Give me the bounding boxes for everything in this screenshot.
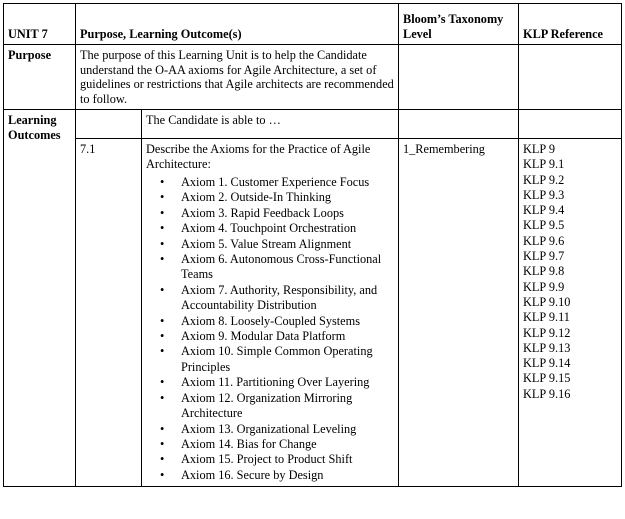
klp-reference-item: KLP 9 [523, 142, 555, 156]
header-klp-reference: KLP Reference [519, 4, 622, 45]
axiom-item: • Axiom 3. Rapid Feedback Loops [146, 206, 394, 221]
axiom-item: • Axiom 15. Project to Product Shift [146, 452, 394, 467]
klp-reference-item: KLP 9.8 [523, 264, 565, 279]
purpose-label: Purpose [4, 45, 76, 110]
axiom-item: • Axiom 5. Value Stream Alignment [146, 237, 394, 252]
header-unit: UNIT 7 [4, 4, 76, 45]
klp-reference-list [519, 139, 622, 487]
klp-reference-item: KLP 9.16 [523, 386, 571, 401]
axiom-item: • Axiom 8. Loosely-Coupled Systems [146, 314, 394, 329]
outcome-blooms-level: 1_Remembering [399, 139, 519, 487]
axiom-item: • Axiom 4. Touchpoint Orchestration [146, 221, 394, 236]
klp-reference-item: KLP 9.13 [523, 340, 571, 355]
outcome-description: Describe the Axioms for the Practice of Agile Architecture: [146, 142, 371, 171]
outcome-row [4, 139, 622, 487]
klp-reference-item: KLP 9.14 [523, 356, 571, 371]
intro-number-empty [76, 110, 142, 139]
purpose-row [4, 45, 622, 110]
intro-klp-empty [519, 110, 622, 139]
axiom-item: • Axiom 13. Organizational Leveling [146, 422, 394, 437]
axiom-item: • Axiom 1. Customer Experience Focus [146, 175, 394, 190]
klp-reference-item: KLP 9.3 [523, 187, 565, 202]
axiom-item: • Axiom 9. Modular Data Platform [146, 329, 394, 344]
axiom-item: • Axiom 2. Outside-In Thinking [146, 190, 394, 205]
learning-outcomes-intro-row [4, 110, 622, 139]
klp-reference-item: KLP 9.4 [523, 203, 565, 218]
klp-reference-item: KLP 9.9 [523, 279, 565, 294]
intro-blooms-empty [399, 110, 519, 139]
axiom-item: • Axiom 12. Organization Mirroring Architecture [146, 391, 394, 422]
outcome-number: 7.1 [76, 139, 142, 487]
klp-reference-item: KLP 9.6 [523, 233, 565, 248]
klp-reference-item: KLP 9.7 [523, 249, 565, 264]
learning-unit-table [3, 3, 622, 487]
klp-reference-item: KLP 9.2 [523, 172, 565, 187]
header-purpose-outcomes: Purpose, Learning Outcome(s) [76, 4, 399, 45]
learning-outcomes-intro: The Candidate is able to … [142, 110, 399, 139]
outcome-description-cell [142, 139, 399, 487]
purpose-blooms-empty [399, 45, 519, 110]
axiom-item: • Axiom 11. Partitioning Over Layering [146, 375, 394, 390]
klp-reference-item: KLP 9.11 [523, 310, 570, 325]
axiom-item: • Axiom 6. Autonomous Cross-Functional Teams [146, 252, 394, 283]
klp-reference-item: KLP 9.1 [523, 157, 565, 172]
purpose-text: The purpose of this Learning Unit is to help the Candidate understand the O-AA axioms for Agile Architecture, a set of guidelines or restrictions that Agile architects are recommended to follow. [76, 45, 399, 110]
header-blooms-level: Bloom’s Taxonomy Level [399, 4, 519, 45]
header-row [4, 4, 622, 45]
axiom-item: • Axiom 16. Secure by Design [146, 468, 394, 483]
axiom-item: • Axiom 14. Bias for Change [146, 437, 394, 452]
klp-reference-item: KLP 9.5 [523, 218, 565, 233]
klp-reference-item: KLP 9.10 [523, 294, 571, 309]
axiom-list [146, 175, 394, 483]
klp-reference-item: KLP 9.12 [523, 325, 571, 340]
klp-reference-item: KLP 9.15 [523, 371, 571, 386]
purpose-klp-empty [519, 45, 622, 110]
axiom-item: • Axiom 10. Simple Common Operating Principles [146, 344, 394, 375]
learning-outcomes-label: Learning Outcomes [4, 110, 76, 487]
axiom-item: • Axiom 7. Authority, Responsibility, and Accountability Distribution [146, 283, 394, 314]
